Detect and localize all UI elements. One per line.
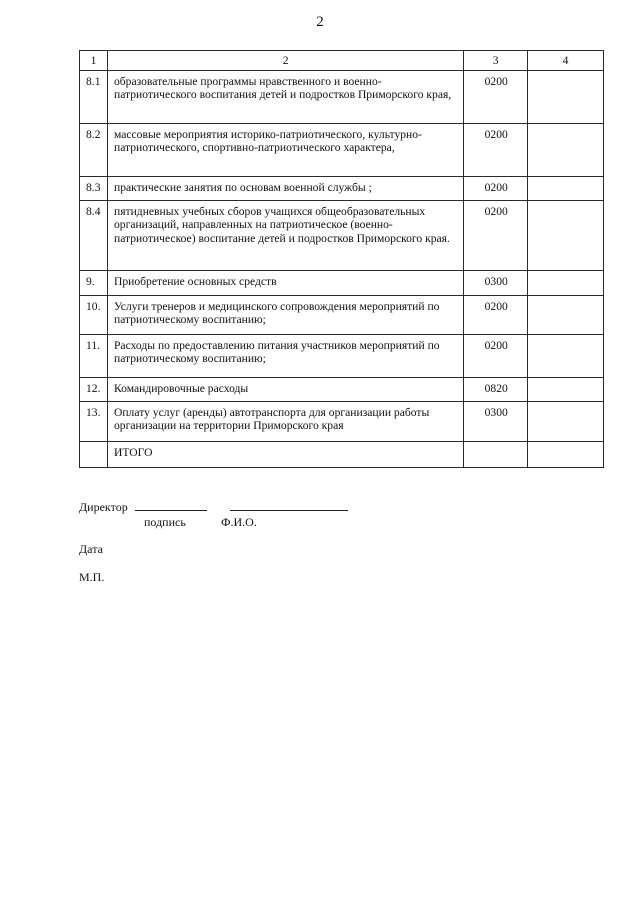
total-label: ИТОГО bbox=[107, 442, 463, 468]
table-row bbox=[80, 335, 604, 378]
table-row bbox=[80, 201, 604, 271]
director-label: Директор bbox=[79, 500, 128, 514]
table-row bbox=[80, 71, 604, 124]
row-amount bbox=[528, 177, 604, 201]
table-header-row bbox=[80, 51, 604, 71]
row-code: 0200 bbox=[464, 71, 528, 124]
row-description: образовательные программы нравственного и военно-патриотического воспитания детей и подростков Приморского края, bbox=[107, 71, 463, 124]
row-code: 0200 bbox=[464, 296, 528, 335]
director-signature-line bbox=[79, 500, 348, 515]
stamp-label: М.П. bbox=[79, 570, 105, 584]
row-number: 10. bbox=[80, 296, 108, 335]
row-amount bbox=[528, 124, 604, 177]
row-description: практические занятия по основам военной службы ; bbox=[107, 177, 463, 201]
total-amount bbox=[528, 442, 604, 468]
row-number: 8.3 bbox=[80, 177, 108, 201]
column-header-2: 2 bbox=[107, 51, 463, 71]
row-amount bbox=[528, 296, 604, 335]
row-amount bbox=[528, 402, 604, 442]
page-number: 2 bbox=[316, 14, 324, 30]
table-row bbox=[80, 271, 604, 296]
row-number: 8.1 bbox=[80, 71, 108, 124]
name-blank bbox=[230, 500, 348, 511]
table-row-total bbox=[80, 442, 604, 468]
date-label: Дата bbox=[79, 542, 103, 556]
row-description: Командировочные расходы bbox=[107, 378, 463, 402]
table-row bbox=[80, 124, 604, 177]
row-code: 0200 bbox=[464, 124, 528, 177]
row-code: 0200 bbox=[464, 201, 528, 271]
row-description: массовые мероприятия историко-патриотического, культурно-патриотического, спортивно-патриотического характера, bbox=[107, 124, 463, 177]
row-number: 8.4 bbox=[80, 201, 108, 271]
row-amount bbox=[528, 201, 604, 271]
row-number: 9. bbox=[80, 271, 108, 296]
row-number: 12. bbox=[80, 378, 108, 402]
row-number bbox=[80, 442, 108, 468]
row-number: 13. bbox=[80, 402, 108, 442]
table-row bbox=[80, 378, 604, 402]
column-header-1: 1 bbox=[80, 51, 108, 71]
row-code: 0300 bbox=[464, 271, 528, 296]
row-description: Приобретение основных средств bbox=[107, 271, 463, 296]
row-code: 0200 bbox=[464, 335, 528, 378]
row-amount bbox=[528, 335, 604, 378]
signature-blank bbox=[135, 500, 207, 511]
row-code: 0200 bbox=[464, 177, 528, 201]
table-row bbox=[80, 177, 604, 201]
row-number: 11. bbox=[80, 335, 108, 378]
row-description: Оплату услуг (аренды) автотранспорта для организации работы организации на территории Приморского края bbox=[107, 402, 463, 442]
signature-caption: подпись bbox=[144, 515, 186, 529]
row-code bbox=[464, 442, 528, 468]
expense-table bbox=[79, 50, 604, 468]
table-row bbox=[80, 402, 604, 442]
row-amount bbox=[528, 378, 604, 402]
row-amount bbox=[528, 71, 604, 124]
row-description: пятидневных учебных сборов учащихся общеобразовательных организаций, направленных на патриотическое (военно-патриотическое) воспитание детей и подростков Приморского края. bbox=[107, 201, 463, 271]
name-caption: Ф.И.О. bbox=[221, 515, 257, 529]
row-description: Услуги тренеров и медицинского сопровождения мероприятий по патриотическому воспитанию; bbox=[107, 296, 463, 335]
row-code: 0820 bbox=[464, 378, 528, 402]
table-row bbox=[80, 296, 604, 335]
column-header-3: 3 bbox=[464, 51, 528, 71]
row-amount bbox=[528, 271, 604, 296]
row-number: 8.2 bbox=[80, 124, 108, 177]
row-code: 0300 bbox=[464, 402, 528, 442]
column-header-4: 4 bbox=[528, 51, 604, 71]
row-description: Расходы по предоставлению питания участников мероприятий по патриотическому воспитанию; bbox=[107, 335, 463, 378]
